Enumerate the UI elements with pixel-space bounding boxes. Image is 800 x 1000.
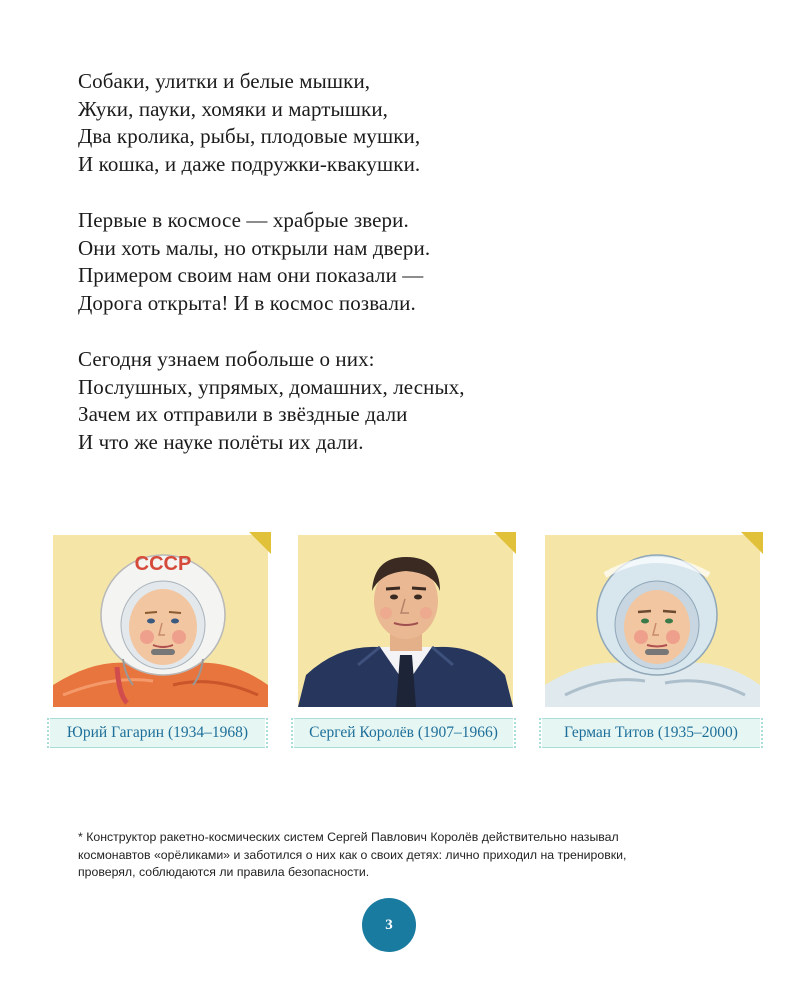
page-fold-icon — [249, 532, 271, 554]
poem-line: Дорога открыта! И в космос позвали. — [78, 290, 416, 315]
portrait-korolev — [298, 535, 513, 707]
portrait-titov-image — [545, 535, 760, 707]
poem — [78, 68, 758, 485]
footnote-line: космонавтов «орёликами» и заботился о них как о своих детях: лично приходил на тренировки, — [78, 847, 627, 862]
poem-line: Сегодня узнаем побольше о них: — [78, 347, 375, 371]
poem-line: И кошка, и даже подружки-квакушки. — [78, 151, 421, 176]
poem-line: И что же науке полёты их дали. — [78, 429, 364, 454]
helmet-text: СССР — [134, 553, 192, 575]
footnote — [78, 829, 738, 882]
footnote-line: проверял, соблюдаются ли правила безопасности. — [78, 865, 370, 879]
poem-line: Зачем их отправили в звёздные дали — [78, 402, 408, 426]
caption-titov: Герман Титов (1935–2000) — [542, 718, 760, 748]
poem-stanza-3 — [78, 346, 758, 456]
portrait-gagarin-image — [53, 535, 268, 707]
poem-stanza-1 — [78, 68, 758, 178]
caption-gagarin: Юрий Гагарин (1934–1968) — [50, 718, 265, 748]
poem-line: Первые в космосе — храбрые звери. — [78, 208, 409, 232]
page-fold-icon — [741, 532, 763, 554]
poem-line: Послушных, упрямых, домашних, лесных, — [78, 374, 465, 399]
portrait-korolev-image — [298, 535, 513, 707]
portrait-gagarin — [53, 535, 268, 707]
poem-line: Собаки, улитки и белые мышки, — [78, 69, 371, 93]
caption-korolev: Сергей Королёв (1907–1966) — [294, 718, 513, 748]
poem-stanza-2 — [78, 207, 758, 317]
footnote-line: * Конструктор ракетно-космических систем Сергей Павлович Королёв действительно называл — [78, 830, 619, 844]
poem-line: Они хоть малы, но открыли нам двери. — [78, 235, 431, 260]
portrait-titov — [545, 535, 760, 707]
poem-line: Жуки, пауки, хомяки и мартышки, — [78, 96, 389, 121]
page-fold-icon — [494, 532, 516, 554]
poem-line: Примером своим нам они показали — — [78, 263, 424, 287]
poem-line: Два кролика, рыбы, плодовые мушки, — [78, 124, 421, 148]
page-number: 3 — [362, 898, 416, 952]
